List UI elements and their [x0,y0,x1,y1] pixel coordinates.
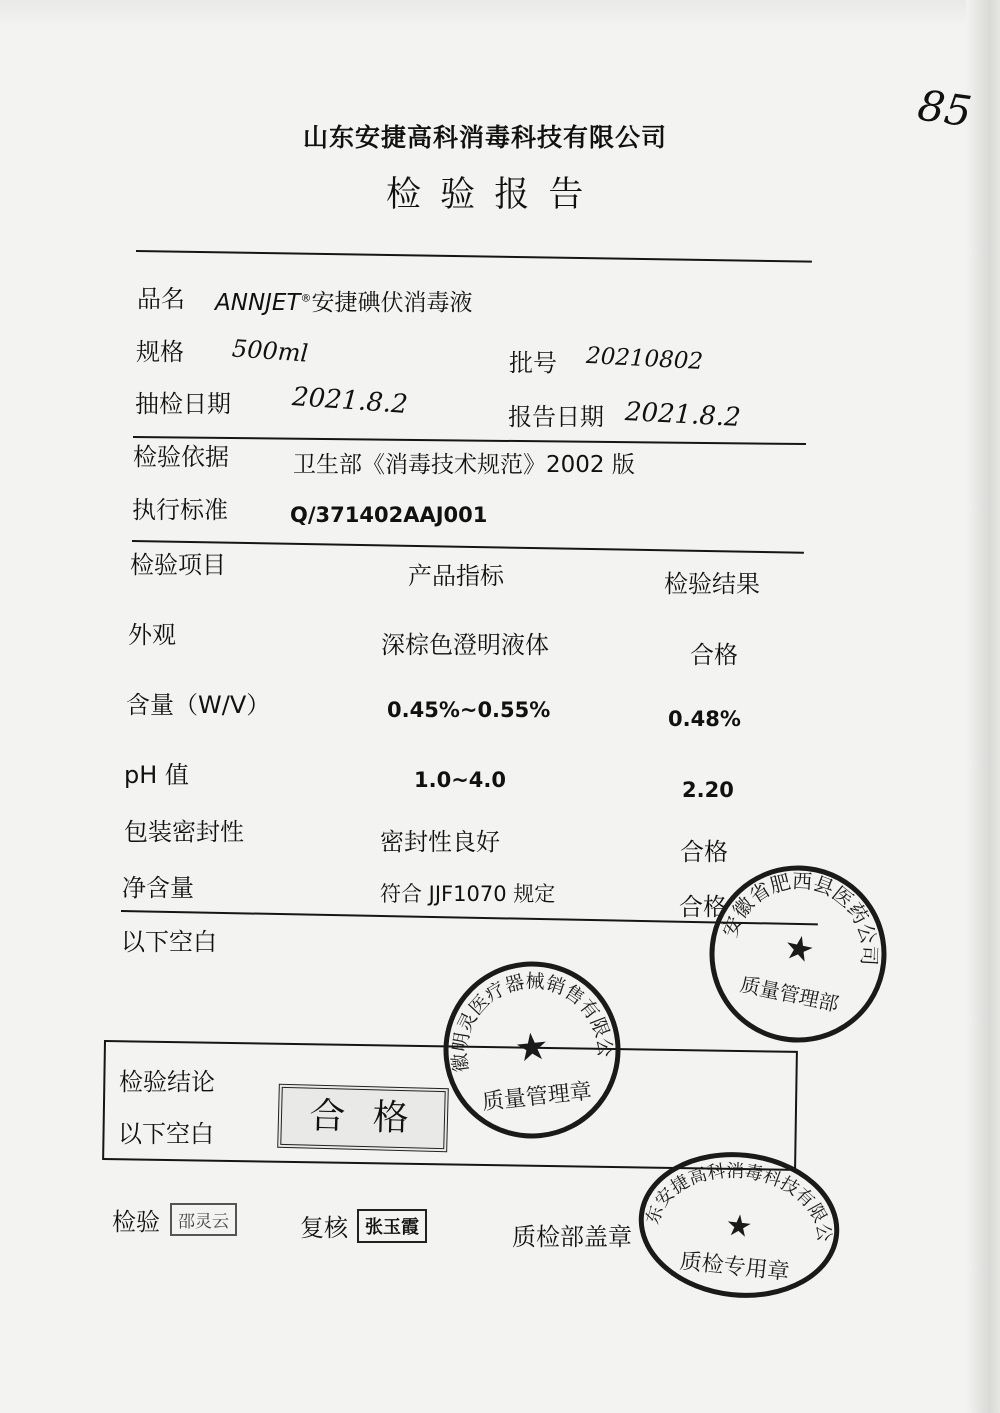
standard-label: 执行标准 [132,496,228,524]
spec-label: 规格 [136,338,184,366]
company-qc-seal [629,1140,850,1311]
product-label: 品名 [137,285,185,313]
seal-arc-text: 安徽省肥西县医药公司 [717,868,882,967]
scan-edge-right [966,0,1000,1413]
sample-date-label: 抽检日期 [135,390,231,418]
row-spec: 符合 JJF1070 规定 [380,882,556,906]
seal-star-icon: ★ [512,1023,551,1071]
registered-mark: ® [300,291,312,305]
company-name: 山东安捷高科消毒科技有限公司 [303,123,668,152]
row-result: 2.20 [682,778,734,802]
spec-value-handwritten: 500ml [231,334,310,368]
standard-value: Q/371402AAJ001 [290,503,488,527]
sample-date-handwritten: 2021.8.2 [291,381,409,421]
seal-arc-text: 山东安捷高科消毒科技有限公司 [642,1160,835,1243]
row-item: 外观 [128,621,176,649]
row-result: 合格 [680,838,728,866]
product-brand-text: ANNJET [215,290,301,316]
inspector-name-stamp: 邵灵云 [170,1203,237,1236]
page-number-handwritten: 85 [914,80,975,137]
seal-center-text: 质量管理部 [738,971,841,1017]
row-spec: 1.0~4.0 [414,768,506,792]
product-name: 安捷碘伏消毒液 [311,290,473,316]
basis-label: 检验依据 [133,443,229,471]
row-item: 包装密封性 [124,818,244,846]
table-blank-note: 以下空白 [121,928,217,956]
dept-seal-label: 质检部盖章 [512,1223,632,1251]
report-date-label: 报告日期 [508,403,604,431]
info-divider [133,436,806,445]
batch-label: 批号 [509,349,557,377]
batch-value-handwritten: 20210802 [585,342,704,376]
row-spec: 深棕色澄明液体 [381,631,549,659]
seal-star-icon: ★ [779,926,819,972]
qualified-stamp: 合 格 [277,1084,449,1152]
conclusion-blank-note: 以下空白 [118,1120,214,1148]
inspector-label: 检验 [112,1208,160,1236]
header-divider [136,250,812,263]
header-result: 检验结果 [664,570,760,598]
seal-star-icon: ★ [723,1207,755,1246]
row-item: 净含量 [122,874,194,902]
report-date-handwritten: 2021.8.2 [624,396,742,434]
table-top-divider [132,540,804,554]
header-item: 检验项目 [130,551,226,579]
medical-device-sales-seal [431,949,633,1151]
row-item: 含量（W/V） [126,691,271,719]
report-title: 检 验 报 告 [386,175,588,215]
basis-value: 卫生部《消毒技术规范》2002 版 [293,452,635,478]
scan-edge-top [0,0,1000,26]
row-result: 合格 [679,893,727,921]
row-result: 0.48% [668,707,741,731]
reviewer-label: 复核 [300,1214,348,1242]
row-item: pH 值 [124,761,189,789]
hefei-county-pharma-seal [689,845,907,1063]
reviewer-name-stamp: 张玉霞 [357,1209,427,1243]
row-result: 合格 [690,641,738,669]
row-spec: 0.45%~0.55% [387,698,551,722]
conclusion-label: 检验结论 [119,1068,215,1096]
seal-center-text: 质检专用章 [678,1249,791,1286]
product-brand [215,284,473,317]
header-spec: 产品指标 [408,562,504,590]
seal-center-text: 质量管理章 [480,1079,593,1116]
row-spec: 密封性良好 [380,828,500,856]
seal-arc-text: 安徽明灵医疗器械销售有限公司 [430,950,616,1074]
